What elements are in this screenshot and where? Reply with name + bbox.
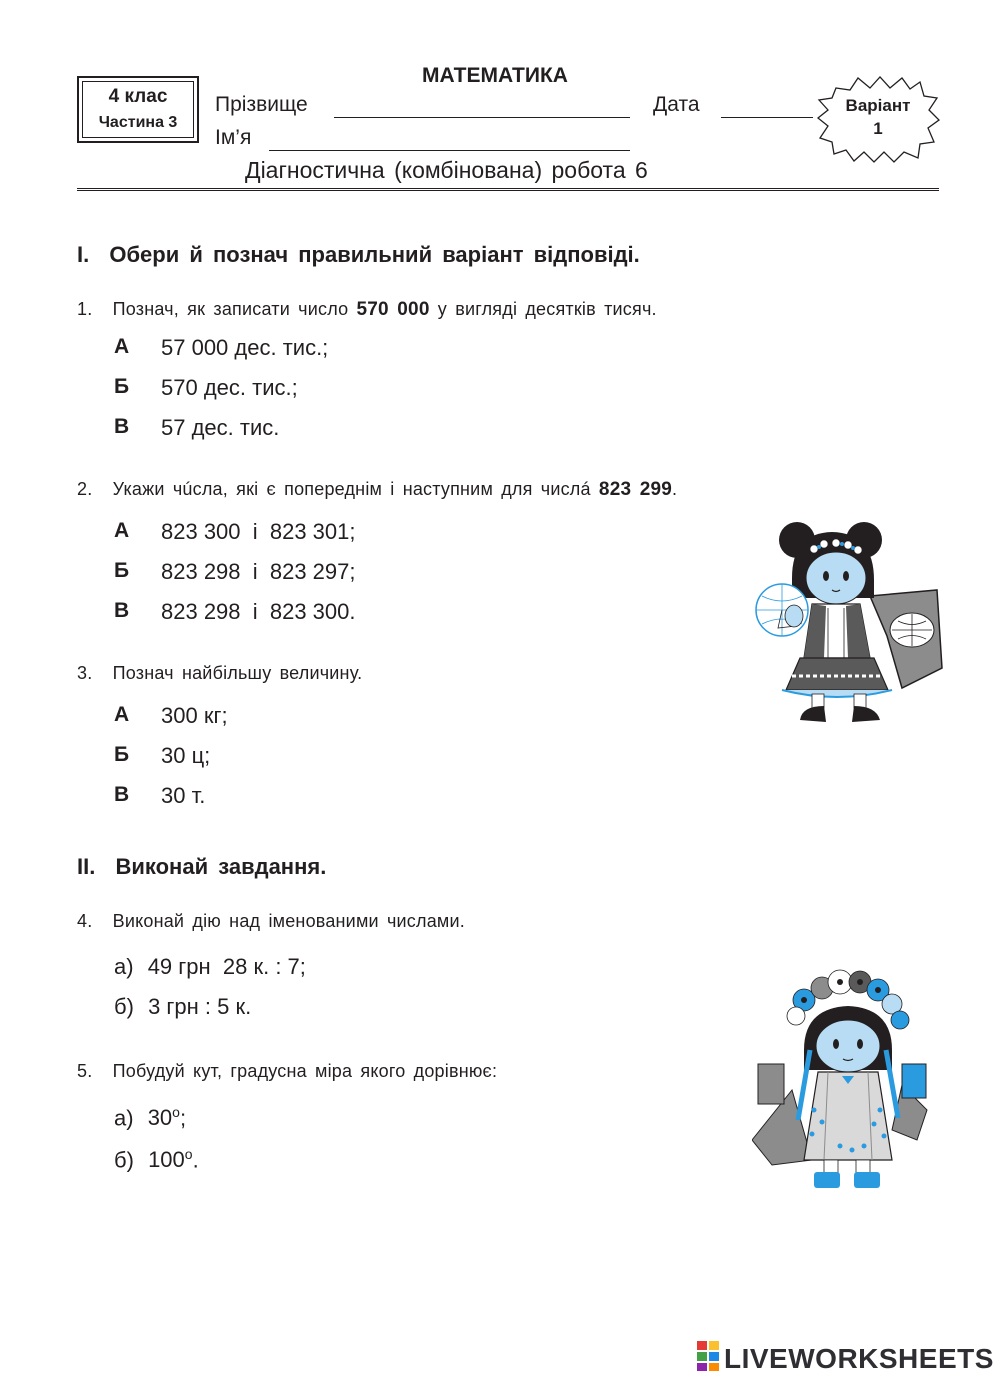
section-2-title: Виконай завдання. (115, 854, 327, 879)
question-3 (77, 663, 362, 684)
degree-sign: о (172, 1104, 180, 1120)
grade-label: 4 клас (108, 86, 168, 107)
task-number: 4. (77, 911, 93, 931)
option-1b[interactable] (114, 375, 298, 400)
option-letter: В (114, 415, 130, 438)
liveworksheets-logo-icon (697, 1341, 719, 1373)
task-5b[interactable] (114, 1146, 199, 1173)
option-3a[interactable] (114, 703, 228, 728)
question-highlight: 823 299 (598, 479, 673, 500)
item-text: 30 (147, 1105, 173, 1131)
option-text: 300 кг; (161, 703, 228, 728)
option-letter: А (114, 703, 130, 726)
option-3c[interactable] (114, 783, 206, 808)
option-2c[interactable] (114, 599, 356, 624)
option-letter: А (114, 335, 130, 358)
option-1a[interactable] (114, 335, 329, 360)
option-2a[interactable] (114, 519, 356, 544)
option-text: 823 298 і 823 297; (161, 559, 356, 584)
option-letter: А (114, 519, 130, 542)
option-letter: Б (114, 375, 130, 398)
question-number: 3. (77, 663, 93, 683)
question-1 (77, 299, 657, 321)
item-text: 49 грн 28 к. : 7; (147, 954, 306, 979)
degree-sign: о (184, 1146, 193, 1162)
task-5a[interactable] (114, 1104, 186, 1131)
name-label: Ім’я (215, 126, 252, 149)
part-label: Частина 3 (98, 114, 178, 131)
section-2-numeral: II. (77, 854, 96, 879)
work-title: Діагностична (комбінована) робота 6 (245, 157, 648, 183)
question-text-tail: у вигляді десятків тисяч. (429, 299, 657, 319)
option-text: 823 300 і 823 301; (161, 519, 356, 544)
section-1-title: Обери й познач правильний варіант відповіді. (109, 242, 640, 267)
option-2b[interactable] (114, 559, 356, 584)
task-4a[interactable] (114, 954, 306, 980)
item-text: 100 (148, 1147, 185, 1173)
variant-number: 1 (873, 119, 883, 138)
surname-label: Прізвище (215, 93, 308, 116)
liveworksheets-brand: LIVEWORKSHEETS (724, 1343, 994, 1374)
date-label: Дата (653, 93, 700, 116)
surname-field[interactable] (334, 117, 630, 118)
question-text: Укажи чúсла, які є попереднім і наступним для числá (112, 479, 599, 499)
girl-with-wreath-illustration (752, 960, 942, 1192)
item-label: а) (114, 1105, 134, 1131)
name-field[interactable] (269, 150, 630, 151)
girl-with-globe-illustration (752, 518, 947, 728)
option-text: 30 т. (161, 783, 206, 808)
variant-badge (816, 74, 940, 164)
question-text-tail: . (672, 479, 678, 499)
item-tail: . (192, 1147, 199, 1173)
option-letter: Б (114, 743, 130, 766)
option-text: 30 ц; (161, 743, 211, 768)
option-letter: В (114, 599, 130, 622)
item-text: 3 грн : 5 к. (148, 994, 252, 1019)
task-text: Побудуй кут, градусна міра якого дорівнює: (112, 1061, 498, 1081)
question-text: Познач найбільшу величину. (112, 663, 363, 683)
item-tail: ; (179, 1105, 187, 1131)
section-2-heading (77, 854, 326, 880)
option-letter: В (114, 783, 130, 806)
question-text: Познач, як записати число (112, 299, 357, 319)
question-number: 1. (77, 299, 93, 319)
date-field[interactable] (721, 117, 813, 118)
section-1-heading (77, 242, 640, 268)
header-divider (77, 188, 939, 191)
section-1-numeral: I. (77, 242, 90, 267)
option-text: 57 дес. тис. (161, 415, 280, 440)
task-4b[interactable] (114, 994, 251, 1020)
question-2 (77, 479, 677, 501)
variant-label: Варіант (845, 96, 911, 115)
item-label: а) (114, 954, 134, 979)
option-3b[interactable] (114, 743, 211, 768)
task-4 (77, 911, 465, 932)
option-text: 570 дес. тис.; (161, 375, 298, 400)
task-5 (77, 1061, 497, 1082)
question-highlight: 570 000 (356, 299, 430, 320)
item-label: б) (114, 994, 134, 1019)
item-label: б) (114, 1147, 134, 1173)
option-1c[interactable] (114, 415, 280, 440)
task-number: 5. (77, 1061, 93, 1081)
question-number: 2. (77, 479, 93, 499)
option-text: 823 298 і 823 300. (161, 599, 356, 624)
grade-box (77, 76, 199, 143)
subject-title: МАТЕМАТИКА (422, 64, 568, 87)
option-letter: Б (114, 559, 130, 582)
option-text: 57 000 дес. тис.; (161, 335, 329, 360)
task-text: Виконай дію над іменованими числами. (112, 911, 465, 931)
